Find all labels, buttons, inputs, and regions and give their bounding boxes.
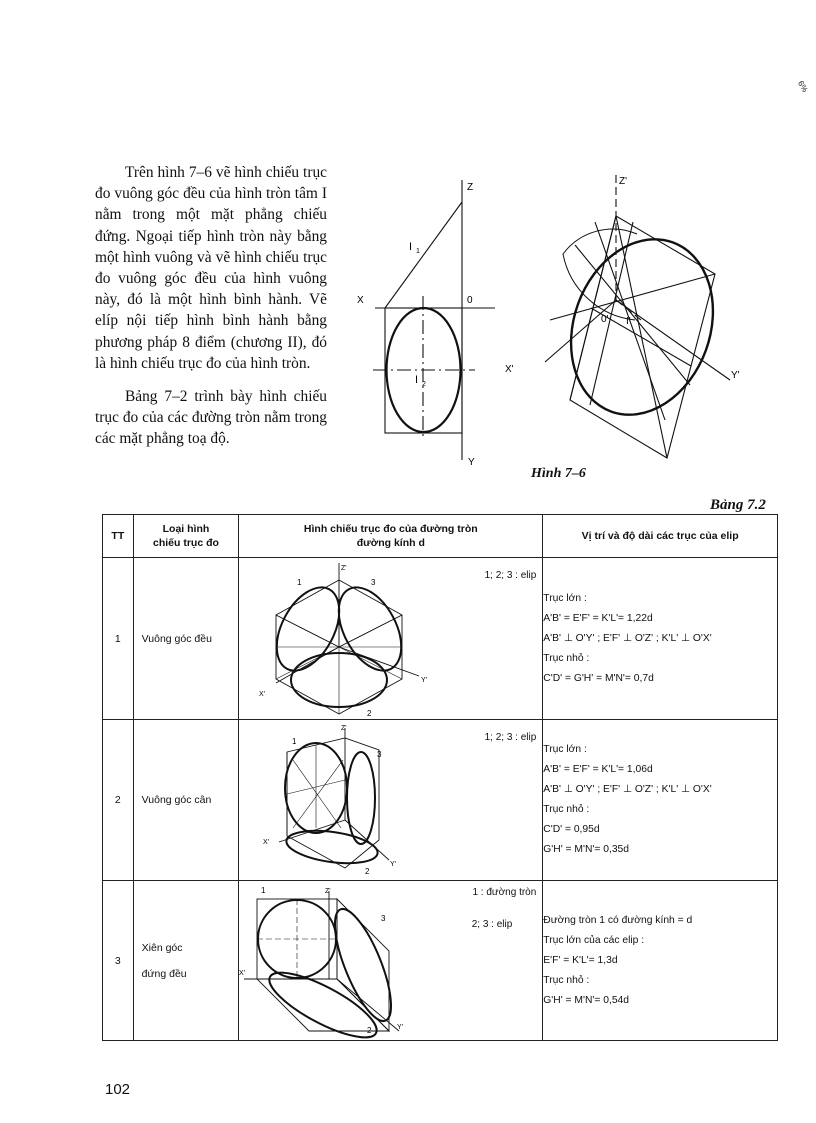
fig3-label-1: 1 <box>261 886 266 895</box>
header-tt: TT <box>103 515 134 558</box>
row-position: Trục lớn : A'B' = E'F' = K'L'= 1,06d A'B' ⊥ O'Y' ; E'F' ⊥ O'Z' ; K'L' ⊥ O'X' Trục nhỏ : C'D' = 0,95d G'H' = M'N'= 0,35d <box>543 720 778 881</box>
row-number: 1 <box>103 558 134 720</box>
corner-mark: 6% <box>795 79 810 94</box>
figure-xien-goc-dung-deu <box>239 881 542 1041</box>
fig1-label-3: 3 <box>371 578 376 587</box>
fig2-label-1: 1 <box>292 737 297 746</box>
fig-label-i1: I <box>409 241 413 253</box>
row-type: Vuông góc đều <box>133 558 239 720</box>
header-figure: Hình chiếu trục đo của đường tròn đường kính d <box>239 515 543 558</box>
figure-vuong-goc-deu <box>239 558 542 718</box>
x-axis-right <box>545 300 616 362</box>
fig3-label-3: 3 <box>381 914 386 923</box>
fig2-label-x: X' <box>263 839 270 846</box>
row-number: 2 <box>103 720 134 881</box>
fig-label-i-right: I' <box>626 316 631 327</box>
fig-label-y-right: Y' <box>731 370 740 381</box>
fig1-label-2: 2 <box>367 709 372 718</box>
intro-paragraph-1: Trên hình 7–6 vẽ hình chiếu trục đo vuông góc đều của hình tròn tâm I nằm trong một mặt phẳng chiếu đứng. Ngoại tiếp hình tròn này bằng một hình vuông và vẽ hình chiếu trục đo vuông góc đều của hình vuông này, đó là một hình bình hành. Vẽ elíp nội tiếp hình bình hành bằng phương pháp 8 điểm (chương II), đó là hình chiếu trục đo của hình tròn. <box>95 164 327 372</box>
row-position: Đường tròn 1 có đường kính = d Trục lớn của các elip : E'F' = K'L'= 1,3d Trục nhỏ : G'H' = M'N'= 0,54d <box>543 881 778 1041</box>
fig-label-o: 0 <box>467 295 473 306</box>
rhombus <box>570 216 715 458</box>
page-number: 102 <box>105 1081 131 1098</box>
figure-7-6 <box>345 170 775 470</box>
circle-trace <box>385 202 462 308</box>
fig3-label-x: X' <box>239 970 246 977</box>
figure-note: 1 : đường tròn <box>472 887 537 898</box>
figure-note: 1; 2; 3 : elip <box>484 732 537 743</box>
figure-vuong-goc-can <box>239 720 542 880</box>
axis-table <box>102 514 778 1041</box>
fig-label-z-right: Z' <box>619 176 628 187</box>
table-header-row <box>103 515 778 558</box>
figure-note-2: 2; 3 : elip <box>471 919 513 930</box>
fig-label-i2-sub: 2 <box>422 381 426 388</box>
fig2-label-3: 3 <box>377 750 382 759</box>
fig1-label-y: Y' <box>421 677 428 684</box>
table-caption: Bảng 7.2 <box>710 497 766 513</box>
table-row <box>103 558 778 720</box>
fig-label-x-right: X' <box>505 364 514 375</box>
row-number: 3 <box>103 881 134 1041</box>
row-figure <box>239 881 543 1041</box>
row-type: Xiên góc đứng đều <box>133 881 239 1041</box>
intro-paragraph-2: Bảng 7–2 trình bày hình chiếu trục đo của các đường tròn nằm trong các mặt phẳng toạ độ. <box>95 388 327 448</box>
fig2-label-z: Z' <box>341 725 347 732</box>
fig2-label-y: Y' <box>390 861 397 868</box>
fig3-label-y: Y' <box>397 1024 404 1031</box>
intro-text <box>95 162 327 450</box>
row-position: Trục lớn : A'B' = E'F' = K'L'= 1,22d A'B' ⊥ O'Y' ; E'F' ⊥ O'Z' ; K'L' ⊥ O'X' Trục nhỏ : C'D' = G'H' = M'N'= 0,7d <box>543 558 778 720</box>
row-figure <box>239 720 543 881</box>
fig3-label-z: Z' <box>325 888 331 895</box>
fig2-label-2: 2 <box>365 867 370 876</box>
fig3-label-2: 2 <box>367 1026 372 1035</box>
fig-label-y: Y <box>468 457 475 468</box>
fig1-label-1: 1 <box>297 578 302 587</box>
row-figure <box>239 558 543 720</box>
fig-label-z: Z <box>467 182 474 193</box>
row-type: Vuông góc cân <box>133 720 239 881</box>
fig-label-i1-sub: 1 <box>416 248 420 255</box>
table-row <box>103 881 778 1041</box>
figure-7-6-left <box>373 180 495 460</box>
header-type: Loại hình chiếu trục đo <box>133 515 239 558</box>
figure-note: 1; 2; 3 : elip <box>484 570 537 581</box>
fig-label-x: X <box>357 295 364 306</box>
figure-caption: Hình 7–6 <box>531 466 586 481</box>
fig1-label-x: X' <box>259 691 266 698</box>
header-position: Vị trí và độ dài các trục của elip <box>543 515 778 558</box>
table-row <box>103 720 778 881</box>
fig-label-i2: I <box>415 374 419 386</box>
figure-7-6-right <box>545 175 737 458</box>
fig1-label-z: Z' <box>341 565 347 572</box>
fig-label-o-right: 0' <box>601 314 609 325</box>
